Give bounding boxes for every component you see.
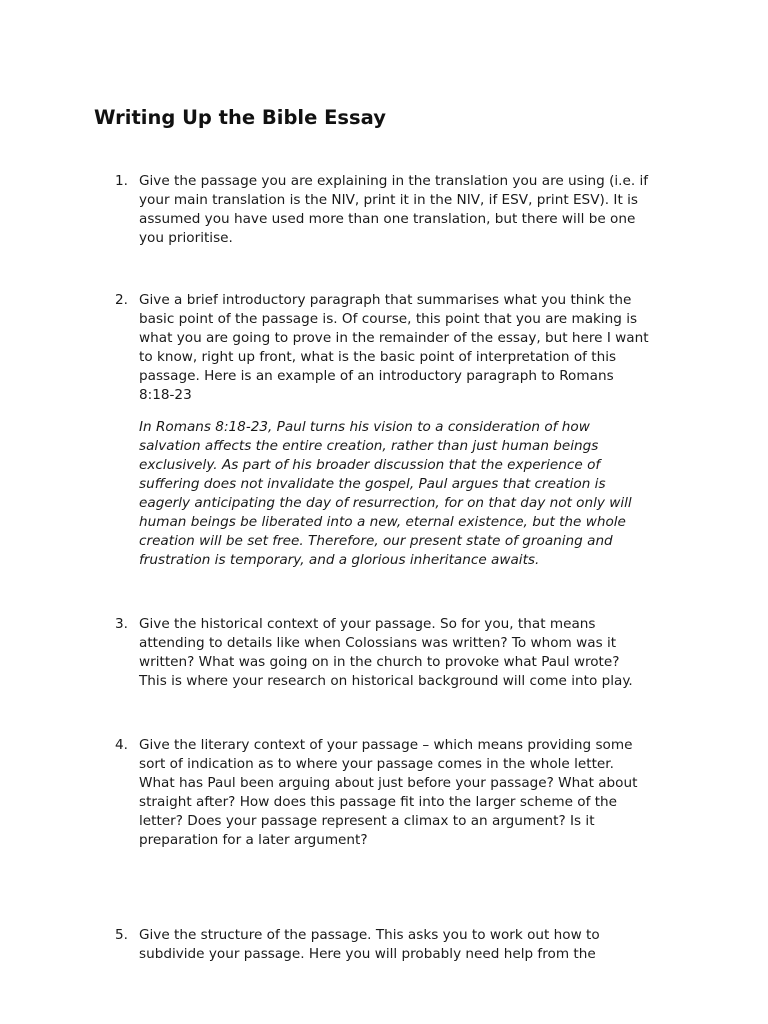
list-item-number: 5. bbox=[115, 927, 128, 943]
document-title: Writing Up the Bible Essay bbox=[94, 106, 386, 129]
list-item-number: 3. bbox=[115, 616, 128, 632]
example-paragraph: In Romans 8:18-23, Paul turns his vision to a consideration of how salvation affects the entire creation, rather than just human beings exclusively. As part of his broader discussion that the experience of suffering does not invalidate the gospel, Paul argues that creation is eagerly anticipating the day of resurrection, for on that day not only will human beings be liberated into a new, eternal existence, but the whole creation will be set free. Therefore, our present state of groaning and frustration is temporary, and a glorious inheritance awaits. bbox=[139, 419, 632, 568]
list-item-number: 2. bbox=[115, 292, 128, 308]
list-item-text: Give the literary context of your passage – which means providing some sort of indication as to where your passage comes in the whole letter. What has Paul been arguing about just before your passage? What about straight after? How does this passage fit into the larger scheme of the letter? Does your passage represent a climax to an argument? Is it preparation for a later argument? bbox=[139, 737, 638, 848]
list-item-text: Give the structure of the passage. This asks you to work out how to subdivide your passage. Here you will probably need help from the bbox=[139, 927, 600, 962]
list-item-number: 1. bbox=[115, 173, 128, 189]
list-item-text: Give a brief introductory paragraph that summarises what you think the basic point of the passage is. Of course, this point that you are making is what you are going to prove in the remainder of the essay, but here I want to know, right up front, what is the basic point of interpretation of this passage. Here is an example of an introductory paragraph to Romans 8:18-23 bbox=[139, 292, 649, 403]
list-item-text: Give the historical context of your passage. So for you, that means attending to details like when Colossians was written? To whom was it written? What was going on in the church to provoke what Paul wrote? This is where your research on historical background will come into play. bbox=[139, 616, 633, 689]
list-item-number: 4. bbox=[115, 737, 128, 753]
list-item-text: Give the passage you are explaining in the translation you are using (i.e. if your main translation is the NIV, print it in the NIV, if ESV, print ESV). It is assumed you have used more than one translation, but there will be one you prioritise. bbox=[139, 173, 649, 246]
